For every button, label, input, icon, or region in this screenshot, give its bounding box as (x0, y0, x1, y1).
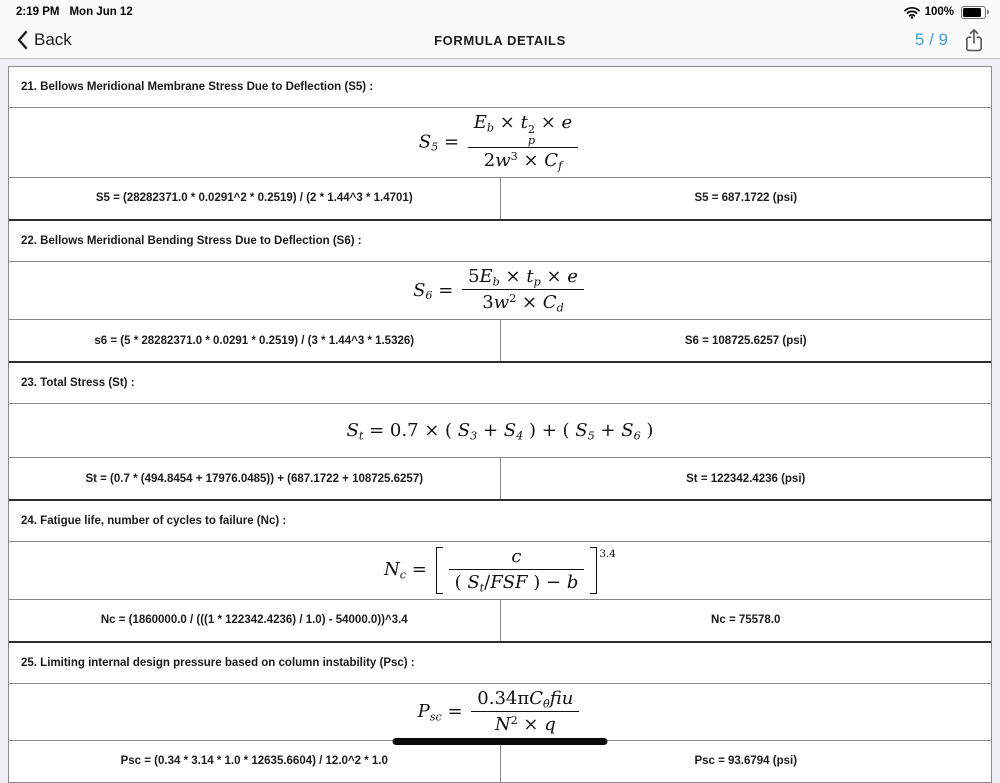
calculation-row (9, 320, 991, 361)
status-bar (0, 0, 1000, 22)
formula-section (9, 67, 991, 221)
calculation-row (9, 458, 991, 499)
formula-section (9, 221, 991, 364)
formula: S5 = Eb × t 2 p × e $2w^3 \times Cf$ (9, 108, 991, 178)
calc-result: Nc = 75578.0 (711, 614, 781, 627)
calc-result: St = 122342.4236 (psi) (686, 472, 806, 485)
wifi-icon (904, 6, 920, 19)
back-label: Back (34, 30, 72, 49)
status-date: Mon Jun 12 (69, 6, 133, 18)
section-title: 23. Total Stress (St) : (9, 363, 991, 404)
calc-result: Psc = 93.6794 (psi) (694, 755, 798, 768)
calc-result: S6 = 108725.6257 (psi) (684, 334, 807, 347)
calc-expression: St = (0.7 * (494.8454 + 17976.0485)) + (687.1722 + 108725.6257) (9, 458, 501, 499)
home-indicator[interactable] (393, 738, 608, 745)
share-icon (964, 28, 984, 53)
section-title: 25. Limiting internal design pressure based on column instability (Psc) : (9, 643, 991, 684)
calc-result: S5 = 687.1722 (psi) (694, 192, 798, 205)
formula-section (9, 501, 991, 642)
calculation-row (9, 178, 991, 219)
section-title: 21. Bellows Meridional Membrane Stress Due to Deflection (S5) : (9, 67, 991, 108)
section-title: 24. Fatigue life, number of cycles to failure (Nc) : (9, 501, 991, 542)
formula-section (9, 643, 991, 782)
formula-section (9, 363, 991, 501)
battery-percent: 100% (924, 6, 954, 18)
calc-expression: s6 = (5 * 28282371.0 * 0.0291 * 0.2519) / (3 * 1.44^3 * 1.5326) (9, 320, 501, 361)
formula: St = 0.7 × ( S3 + S4 ) + ( S5 + S6 ) (9, 404, 991, 458)
calc-expression: Psc = (0.34 * 3.14 * 1.0 * 12635.6604) / 12.0^2 * 1.0 (9, 741, 501, 782)
status-time: 2:19 PM (16, 6, 60, 18)
calculation-row (9, 600, 991, 641)
formula: Nc = $\frac{c}{\text{( St/FSF ) − b}}$ $^{3.4}$ (9, 542, 991, 599)
navigation-bar (0, 22, 1000, 59)
calc-expression: S5 = (28282371.0 * 0.0291^2 * 0.2519) / (2 * 1.44^3 * 1.4701) (9, 178, 501, 219)
chevron-left-icon (16, 30, 28, 50)
formula: Psc = $\frac{\text{0.34πCθfiu}}{N^2 \times q}$ (9, 684, 991, 741)
share-button[interactable] (964, 28, 984, 53)
calc-expression: Nc = (1860000.0 / (((1 * 122342.4236) / 1.0) - 54000.0))^3.4 (9, 600, 501, 641)
back-button[interactable] (16, 30, 72, 50)
page-indicator: 5 / 9 (914, 30, 948, 49)
section-title: 22. Bellows Meridional Bending Stress Due to Deflection (S6) : (9, 221, 991, 262)
formula-details-table (8, 66, 992, 783)
calculation-row (9, 741, 991, 782)
battery-icon (961, 6, 986, 19)
formula: S6 = $\frac{5Eb \times tp \times e}{3w^2 \times Cd}$ (9, 262, 991, 321)
page-title: FORMULA DETAILS (434, 32, 566, 48)
